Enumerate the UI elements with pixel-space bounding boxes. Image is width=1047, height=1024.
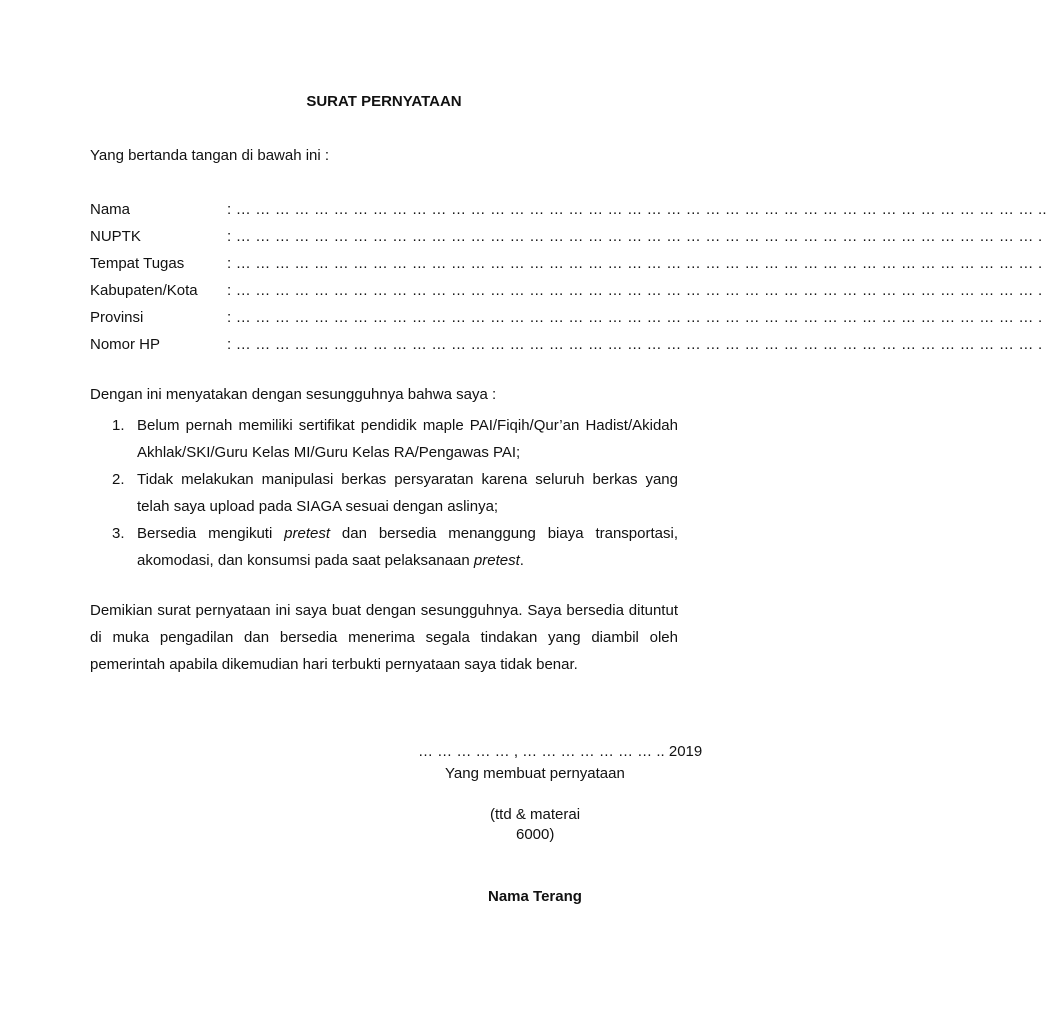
page-title: SURAT PERNYATAAN — [306, 93, 462, 110]
list-text-italic: pretest — [473, 552, 520, 569]
field-value: : … … … … … … … … … … … … … … … … … … … … … … … … … … … … … … … … … … … … … … … … … .. — [227, 201, 1047, 218]
signature-maker: Yang membuat pernyataan — [445, 765, 625, 782]
signature-stamp-line2: 6000) — [516, 826, 555, 843]
list-text: Belum pernah memiliki sertifikat pendidik maple PAI/Fiqih/Qur’an Hadist/Akidah Akhlak/SKI/Guru Kelas MI/Guru Kelas RA/Pengawas PAI; — [137, 417, 678, 461]
field-label: Provinsi — [90, 309, 144, 326]
list-item — [90, 466, 678, 520]
field-tempat-tugas — [90, 255, 1043, 282]
signature-date: … … … … … , … … … … … … … .. 2019 — [418, 743, 703, 760]
field-label: Nomor HP — [90, 336, 161, 353]
field-provinsi — [90, 309, 1043, 336]
list-item — [90, 520, 678, 574]
field-value: : … … … … … … … … … … … … … … … … … … … … … … … … … … … … … … … … … … … … … … … … … . — [227, 255, 1043, 272]
list-text: dan bersedia menanggung biaya transportasi, akomodasi, dan konsumsi pada saat pelaksanaan — [137, 525, 678, 569]
identity-fields — [90, 201, 1047, 363]
signature-name: Nama Terang — [488, 888, 582, 905]
field-label: NUPTK — [90, 228, 141, 245]
statement-intro: Dengan ini menyatakan dengan sesungguhnya bahwa saya : — [90, 386, 497, 403]
list-text-italic: pretest — [284, 525, 331, 542]
list-text: Tidak melakukan manipulasi berkas persyaratan karena seluruh berkas yang telah saya upload pada SIAGA sesuai dengan aslinya; — [137, 471, 678, 515]
field-kabupaten-kota — [90, 282, 1043, 309]
list-item — [90, 412, 678, 466]
signature-stamp-line1: (ttd & materai — [490, 806, 581, 823]
list-text: Bersedia mengikuti — [137, 525, 285, 542]
field-nama — [90, 201, 1047, 228]
field-nuptk — [90, 228, 1043, 255]
field-label: Kabupaten/Kota — [90, 282, 198, 299]
field-label: Nama — [90, 201, 131, 218]
list-number: 2. — [112, 471, 125, 488]
field-value: : … … … … … … … … … … … … … … … … … … … … … … … … … … … … … … … … … … … … … … … … … . — [227, 336, 1043, 353]
field-label: Tempat Tugas — [90, 255, 185, 272]
field-value: : … … … … … … … … … … … … … … … … … … … … … … … … … … … … … … … … … … … … … … … … … . — [227, 309, 1043, 326]
field-nomor-hp — [90, 336, 1043, 363]
list-number: 3. — [112, 525, 125, 542]
intro-text: Yang bertanda tangan di bawah ini : — [90, 147, 330, 164]
closing-paragraph: Demikian surat pernyataan ini saya buat dengan sesungguhnya. Saya bersedia dituntut di muka pengadilan dan bersedia menerima segala tindakan yang diambil oleh pemerintah apabila dikemudian hari terbukti pernyataan saya tidak benar. — [90, 602, 678, 673]
statement-list — [90, 412, 678, 574]
field-value: : … … … … … … … … … … … … … … … … … … … … … … … … … … … … … … … … … … … … … … … … … . — [227, 282, 1043, 299]
field-value: : … … … … … … … … … … … … … … … … … … … … … … … … … … … … … … … … … … … … … … … … … . — [227, 228, 1043, 245]
list-number: 1. — [112, 417, 125, 434]
list-text: . — [519, 552, 524, 569]
